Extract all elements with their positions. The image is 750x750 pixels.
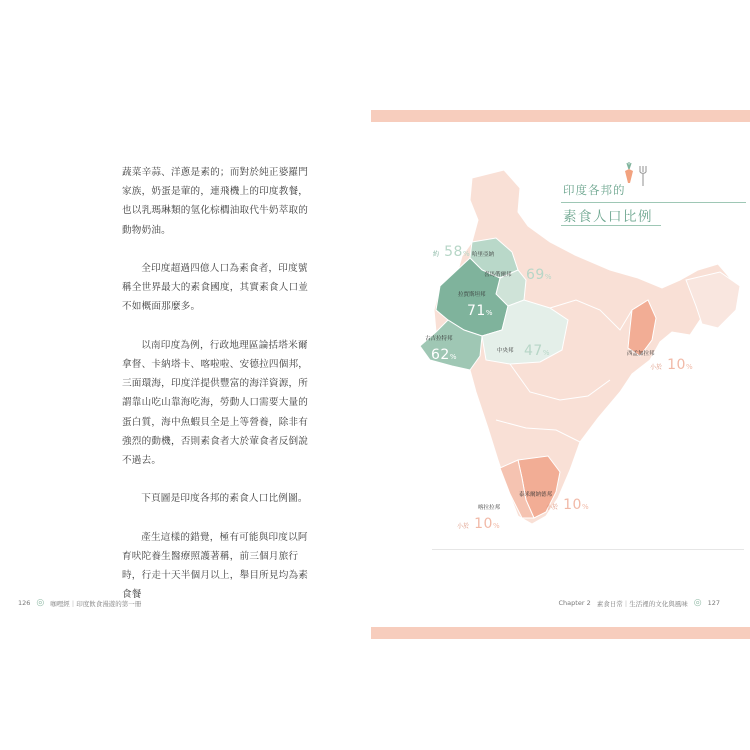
state-name: 中央邦 <box>497 348 514 354</box>
label-value: 71 <box>467 303 486 319</box>
ornament-icon: ◎ <box>36 598 45 608</box>
top-color-band <box>371 110 750 122</box>
map-bottom-rule <box>432 549 744 550</box>
state-name: 泰米爾納德邦 <box>519 492 553 498</box>
left-body-text <box>122 163 314 624</box>
label-value: 47 <box>524 343 543 359</box>
label-value: 10 <box>667 357 686 373</box>
label-58 <box>433 241 470 260</box>
title-divider <box>561 225 661 226</box>
paragraph-5: 產生這樣的錯覺，極有可能與印度以阿育吠陀養生醫療照護著稱，前三個月旅行時，行走十天半個月以上，舉目所見均為素食餐 <box>122 531 309 601</box>
carrot-icon <box>623 162 635 184</box>
bottom-color-band <box>371 627 750 639</box>
label-unit: % <box>542 349 550 357</box>
state-name: 哈里亞納 <box>472 252 495 258</box>
label-value: 62 <box>431 347 450 363</box>
label-prefix: 約 <box>433 251 440 258</box>
label-unit: % <box>544 273 552 281</box>
label-value: 10 <box>563 497 582 513</box>
label-unit: % <box>449 353 457 361</box>
paragraph-4: 下頁圖是印度各邦的素食人口比例圖。 <box>141 493 308 505</box>
map-title-line1: 印度各邦的 <box>563 183 626 197</box>
label-west-bengal <box>650 354 693 373</box>
ornament-icon: ◎ <box>693 598 702 608</box>
label-prefix: 小於 <box>650 364 663 371</box>
paragraph-3: 以南印度為例，行政地理區論括塔米爾拿督、卡納塔卡、喀啦啦、安德拉四個邦，三面環海，印度洋提供豐富的海洋資源，所謂靠山吃山靠海吃海，勞動人口需要大量的蛋白質，海中魚蝦貝全是上等營養，除非有強烈的動機，否則素食者大於葷食者反倒說不過去。 <box>122 339 309 467</box>
state-name: 喜馬偕爾邦 <box>484 272 512 278</box>
label-unit: % <box>462 250 470 258</box>
label-62 <box>431 344 456 363</box>
label-unit: % <box>685 363 693 371</box>
label-71 <box>467 300 492 319</box>
label-unit: % <box>581 503 589 511</box>
label-unit: % <box>492 522 500 530</box>
map-title-line2: 素食人口比例 <box>563 209 653 225</box>
state-name: 西孟加拉邦 <box>627 351 655 357</box>
label-value: 10 <box>474 516 493 532</box>
label-tamil-nadu <box>546 494 589 513</box>
label-value: 69 <box>526 267 545 283</box>
map-title-card <box>553 173 750 233</box>
state-name: 喀拉拉邦 <box>478 505 501 511</box>
right-page-number: 127 <box>707 599 720 607</box>
left-running-head: 咖哩經｜印度飲食漫遊的第一冊 <box>50 599 142 608</box>
label-unit: % <box>485 309 493 317</box>
chapter-label: Chapter 2 <box>558 599 591 607</box>
label-prefix: 小於 <box>546 504 559 511</box>
right-footer <box>559 598 720 608</box>
fork-icon <box>638 166 648 186</box>
label-47 <box>524 340 549 359</box>
label-prefix: 小於 <box>457 523 470 530</box>
right-running-head: 素食日常｜生活裡的文化與風味 <box>596 599 688 608</box>
paragraph-1: 蔬菜辛蒜、洋蔥是素的；而對於純正婆羅門家族，奶蛋是葷的，連飛機上的印度教餐，也以乳瑪琳類的氫化棕櫚油取代牛奶萃取的動物奶油。 <box>122 167 309 236</box>
state-name: 拉賈斯坦邦 <box>458 292 486 298</box>
left-page-number: 126 <box>18 599 31 607</box>
label-value: 58 <box>444 244 463 260</box>
label-69 <box>526 264 551 283</box>
paragraph-2: 全印度超過四億人口為素食者，印度號稱全世界最大的素食國度，其實素食人口並不如概面那麼多。 <box>122 263 309 313</box>
state-name: 古吉拉特邦 <box>425 336 453 342</box>
title-divider <box>561 202 746 203</box>
left-footer <box>18 598 141 608</box>
label-kerala <box>457 513 500 532</box>
